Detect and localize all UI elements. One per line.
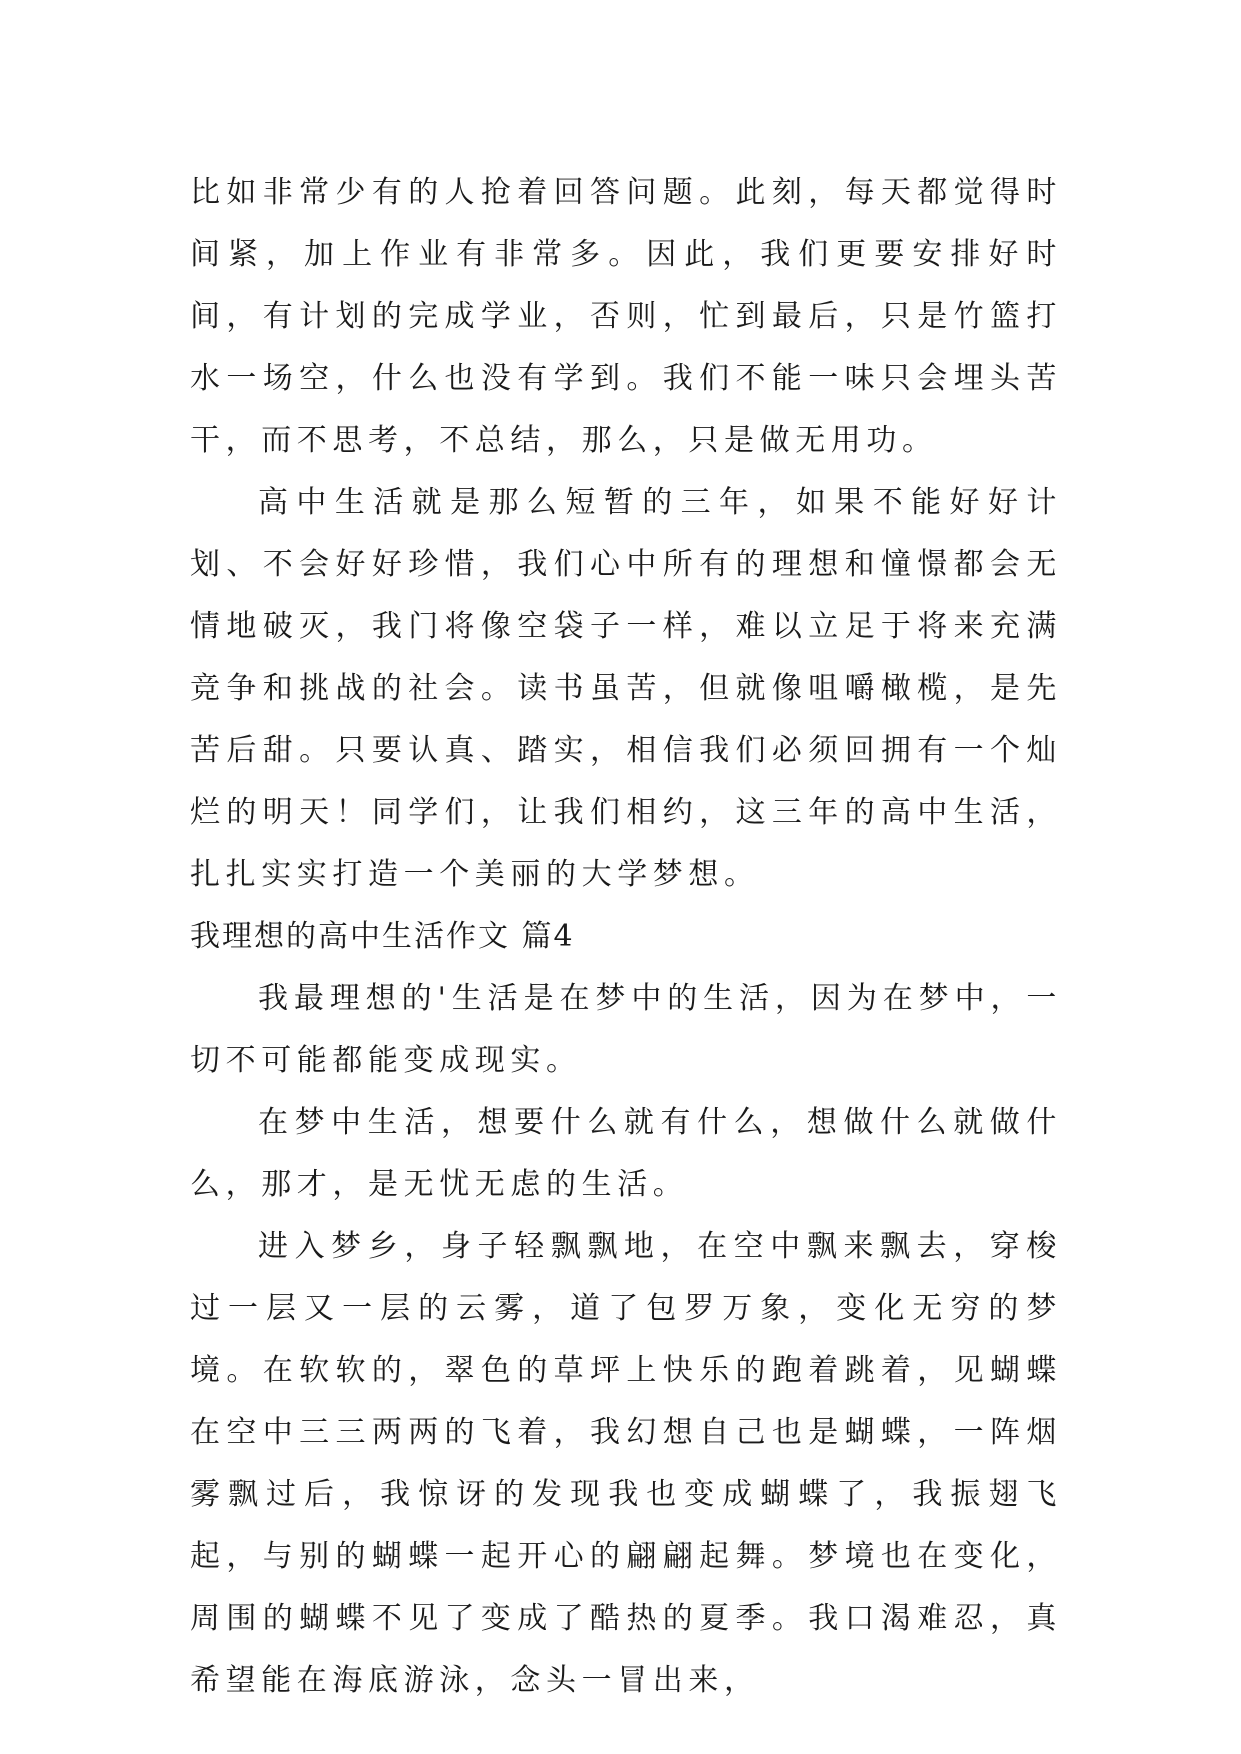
paragraph-dream-life: 在梦中生活，想要什么就有什么，想做什么就做什么，那才，是无忧无虑的生活。 <box>190 1105 1062 1202</box>
paragraph-ideal-life: 我最理想的'生活是在梦中的生活，因为在梦中，一切不可能都能变成现实。 <box>190 981 1062 1078</box>
section-heading: 我理想的高中生活作文 篇4 <box>190 919 575 954</box>
paragraph-continued: 比如非常少有的人抢着回答问题。此刻，每天都觉得时间紧，加上作业有非常多。因此，我们更要安排好时间，有计划的完成学业，否则，忙到最后，只是竹篮打水一场空，什么也没有学到。我们不能一味只会埋头苦干，而不思考，不总结，那么，只是做无用功。 <box>190 175 1062 458</box>
paragraph-dreamland: 进入梦乡，身子轻飘飘地，在空中飘来飘去，穿梭过一层又一层的云雾，道了包罗万象，变化无穷的梦境。在软软的，翠色的草坪上快乐的跑着跳着，见蝴蝶在空中三三两两的飞着，我幻想自己也是蝴蝶，一阵烟雾飘过后，我惊讶的发现我也变成蝴蝶了，我振翅飞起，与别的蝴蝶一起开心的翩翩起舞。梦境也在变化，周围的蝴蝶不见了变成了酷热的夏季。我口渴难忍，真希望能在海底游泳，念头一冒出来， <box>190 1229 1062 1698</box>
document-body <box>190 162 1062 1712</box>
paragraph-high-school-life: 高中生活就是那么短暂的三年，如果不能好好计划、不会好好珍惜，我们心中所有的理想和憧憬都会无情地破灭，我门将像空袋子一样，难以立足于将来充满竞争和挑战的社会。读书虽苦，但就像咀嚼橄榄，是先苦后甜。只要认真、踏实，相信我们必须回拥有一个灿烂的明天！同学们，让我们相约，这三年的高中生活，扎扎实实打造一个美丽的大学梦想。 <box>190 485 1062 892</box>
